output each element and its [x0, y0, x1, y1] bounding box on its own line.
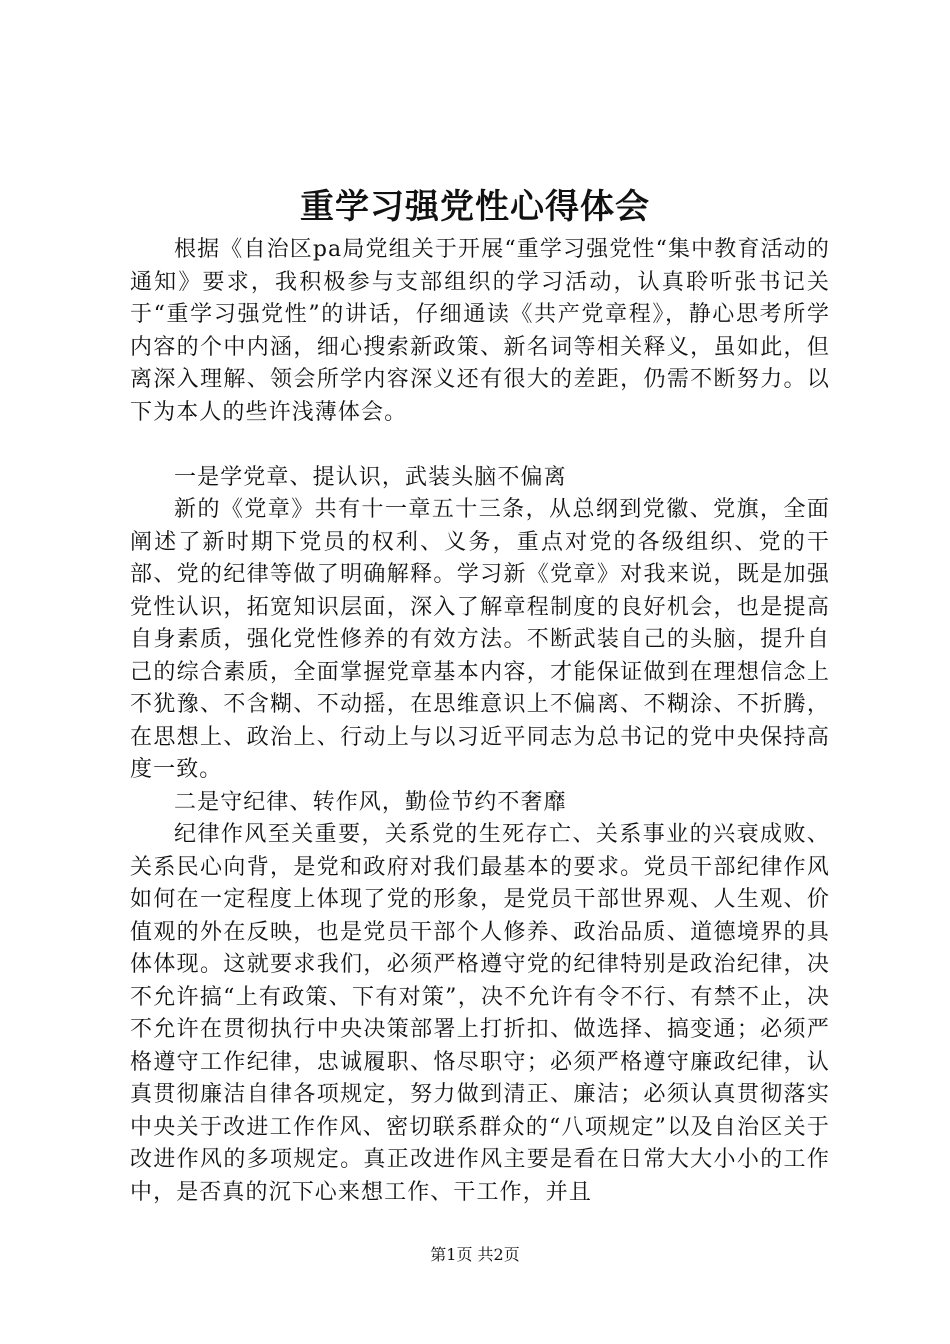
paragraph-section-2: 纪律作风至关重要，关系党的生死存亡、关系事业的兴衰成败、关系民心向背，是党和政府对我们最基本的要求。党员干部纪律作风如何在一定程度上体现了党的形象，是党员干部世界观、人生观、价值观的外在反映，也是党员干部个人修养、政治品质、道德境界的具体体现。这就要求我们，必须严格遵守党的纪律特别是政治纪律，决不允许搞“上有政策、下有对策”，决不允许有令不行、有禁不止，决不允许在贯彻执行中央决策部署上打折扣、做选择、搞变通；必须严格遵守工作纪律，忠诚履职、恪尽职守；必须严格遵守廉政纪律，认真贯彻廉洁自律各项规定，努力做到清正、廉洁；必须认真贯彻落实中央关于改进工作作风、密切联系群众的“八项规定”以及自治区关于改进作风的多项规定。真正改进作风主要是看在日常大大小小的工作中，是否真的沉下心来想工作、干工作，并且	[130, 822, 830, 1205]
document-title: 重学习强党性心得体会	[300, 187, 650, 227]
section-heading-1: 一是学党章、提认识，武装头脑不偏离	[174, 464, 567, 490]
paragraph-section-1: 新的《党章》共有十一章五十三条，从总纲到党徽、党旗，全面阐述了新时期下党员的权利、义务，重点对党的各级组织、党的干部、党的纪律等做了明确解释。学习新《党章》对我来说，既是加强党性认识，拓宽知识层面，深入了解章程制度的良好机会，也是提高自身素质，强化党性修养的有效方法。不断武装自己的头脑，提升自己的综合素质，全面掌握党章基本内容，才能保证做到在理想信念上不犹豫、不含糊、不动摇，在思维意识上不偏离、不糊涂、不折腾，在思想上、政治上、行动上与以习近平同志为总书记的党中央保持高度一致。	[130, 497, 830, 782]
section-heading-2: 二是守纪律、转作风，勤俭节约不奢靡	[174, 789, 567, 815]
document-body	[130, 234, 830, 1209]
paragraph-intro: 根据《自治区pa局党组关于开展“重学习强党性“集中教育活动的通知》要求，我积极参与支部组织的学习活动，认真聆听张书记关于“重学习强党性”的讲话，仔细通读《共产党章程》，静心思考所学内容的个中内涵，细心搜索新政策、新名词等相关释义，虽如此，但离深入理解、领会所学内容深义还有很大的差距，仍需不断努力。以下为本人的些许浅薄体会。	[130, 237, 830, 425]
page-number-footer: 第1页 共2页	[430, 1245, 520, 1264]
